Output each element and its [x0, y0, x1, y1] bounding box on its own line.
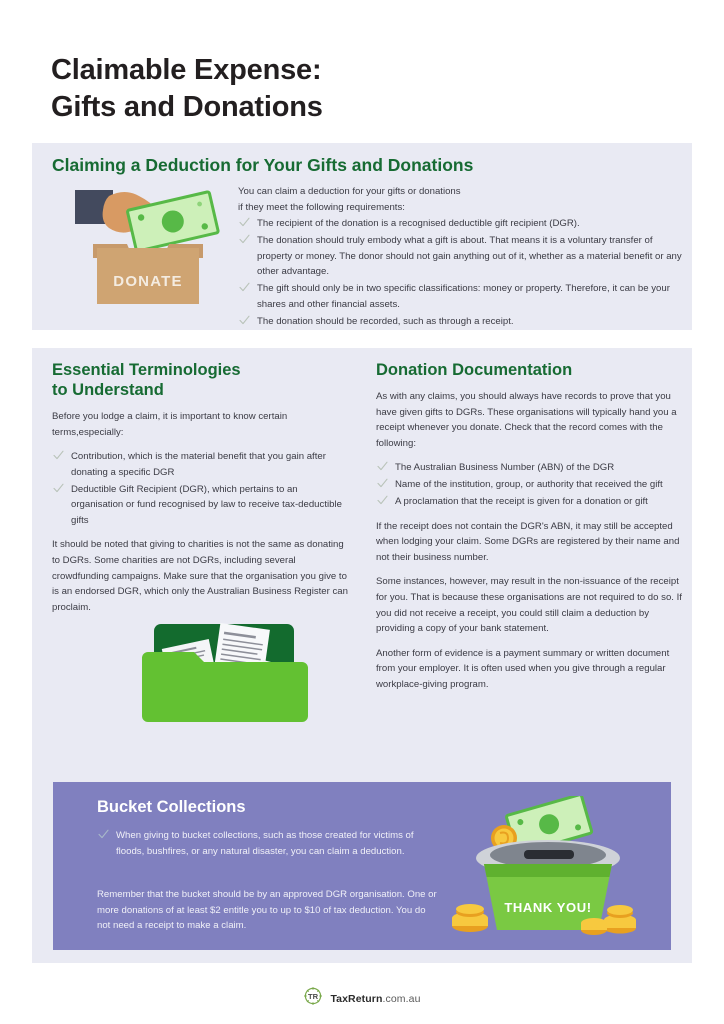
page-title-line-2: Gifts and Donations [51, 91, 323, 124]
list-item [97, 828, 427, 859]
claim-intro-line-1: You can claim a deduction for your gifts or donations [238, 186, 461, 197]
check-icon [239, 217, 250, 228]
bucket-thank-you-label: THANK YOU! [504, 900, 592, 915]
check-icon [239, 234, 250, 245]
list-item-text: The donation should be recorded, such as through a receipt. [257, 315, 514, 327]
taxreturn-logo-icon [303, 986, 323, 1011]
list-item-text: Deductible Gift Recipient (DGR), which pertains to an organisation or fund recognised by law to receive tax-deductible gifts [71, 483, 342, 526]
list-item-text: A proclamation that the receipt is given for a donation or gift [395, 496, 648, 508]
documentation-checklist [376, 460, 682, 510]
check-icon [53, 450, 64, 461]
claim-intro-line-2: if they meet the following requirements: [238, 201, 405, 213]
terminologies-heading-line-1: Essential Terminologies [52, 361, 241, 379]
donation-documentation-heading: Donation Documentation [376, 361, 573, 379]
footer [0, 986, 724, 1011]
footer-brand-name: TaxReturn [330, 992, 383, 1005]
list-item-text: The Australian Business Number (ABN) of the DGR [395, 462, 615, 474]
terminologies-heading-line-2: to Understand [52, 381, 164, 400]
svg-text:TR: TR [308, 992, 319, 1002]
donation-box-illustration [75, 186, 221, 304]
list-item [376, 494, 682, 510]
documentation-paragraph-2: Some instances, however, may result in the non-issuance of the receipt for you. That is because these organisations are not required to do so. If you did not receive a receipt, you could still claim a deduction by providing a copy of your bank statement. [376, 576, 682, 635]
main-content-panel [32, 348, 692, 963]
donate-box-label: DONATE [113, 273, 183, 290]
list-item-text: The gift should only be in two specific classifications: money or property. Therefore, it can be your shares and other financial assets. [257, 283, 670, 310]
receipts-folder-illustration [136, 616, 308, 728]
check-icon [377, 495, 388, 506]
claiming-deduction-intro [238, 184, 678, 215]
documentation-paragraph-1: If the receipt does not contain the DGR's ABN, it may still be accepted when lodging your claim. Some DGRs are registered by their name and not their business number. [376, 520, 680, 563]
bucket-collections-heading: Bucket Collections [97, 798, 246, 816]
page-title-line-1: Claimable Expense: [51, 54, 322, 86]
list-item [238, 216, 690, 232]
check-icon [53, 483, 64, 494]
list-item [238, 314, 690, 330]
check-icon [98, 829, 109, 840]
terminologies-paragraph: It should be noted that giving to charities is not the same as donating to DGRs. Some charities are not DGRs, including several crowdfunding campaigns. Make sure that the organisation you give to is an endorsed DGR, which only the Australian Business Register can proclaim. [52, 539, 348, 613]
list-item-text: Name of the institution, group, or authority that received the gift [395, 479, 663, 491]
page-title [51, 52, 671, 126]
check-icon [239, 315, 250, 326]
check-icon [239, 282, 250, 293]
terminologies-intro: Before you lodge a claim, it is important to know certain terms,especially: [52, 411, 288, 438]
essential-terminologies-column [52, 360, 352, 624]
donation-documentation-column [376, 360, 682, 701]
essential-terminologies-heading [52, 360, 352, 400]
list-item [52, 482, 352, 529]
list-item-text: The recipient of the donation is a recognised deductible gift recipient (DGR). [257, 218, 580, 229]
bucket-collections-note: Remember that the bucket should be by an approved DGR organisation. One or more donations of at least $2 entitle you to up to $10 of tax deduction. You do not need a receipt to make a claim. [97, 889, 437, 932]
list-item-text: The donation should truly embody what a gift is about. That means it is a voluntary transfer of property or money. The donor should not gain anything out of it, whether as a material benefit or any other advantage. [257, 235, 682, 278]
check-icon [377, 478, 388, 489]
claiming-deduction-checklist [238, 216, 690, 331]
list-item [52, 449, 352, 480]
list-item [238, 233, 690, 280]
list-item [376, 460, 682, 476]
list-item [238, 281, 690, 312]
list-item-text: When giving to bucket collections, such as those created for victims of floods, bushfires, or any natural disaster, you can claim a deduction. [116, 830, 414, 857]
check-icon [377, 461, 388, 472]
footer-logo-wrap[interactable] [303, 986, 420, 1011]
list-item [376, 477, 682, 493]
footer-brand-text [330, 993, 420, 1005]
list-item-text: Contribution, which is the material benefit that you gain after donating a specific DGR [71, 451, 326, 478]
terminologies-checklist [52, 449, 352, 528]
bucket-illustration [448, 796, 648, 936]
bucket-collections-card [53, 782, 671, 950]
documentation-paragraph-3: Another form of evidence is a payment summary or written document from your employer. It is often used when you give through a regular workplace-giving program. [376, 647, 670, 690]
bucket-collections-checklist [97, 828, 427, 861]
documentation-intro: As with any claims, you should always have records to prove that you have given gifts to DGRs. These organisations will typically hand you a receipt whenever you donate. Check that the record comes with the following: [376, 391, 677, 449]
footer-brand-domain: .com.au [382, 992, 421, 1005]
claiming-deduction-heading: Claiming a Deduction for Your Gifts and Donations [52, 155, 474, 175]
